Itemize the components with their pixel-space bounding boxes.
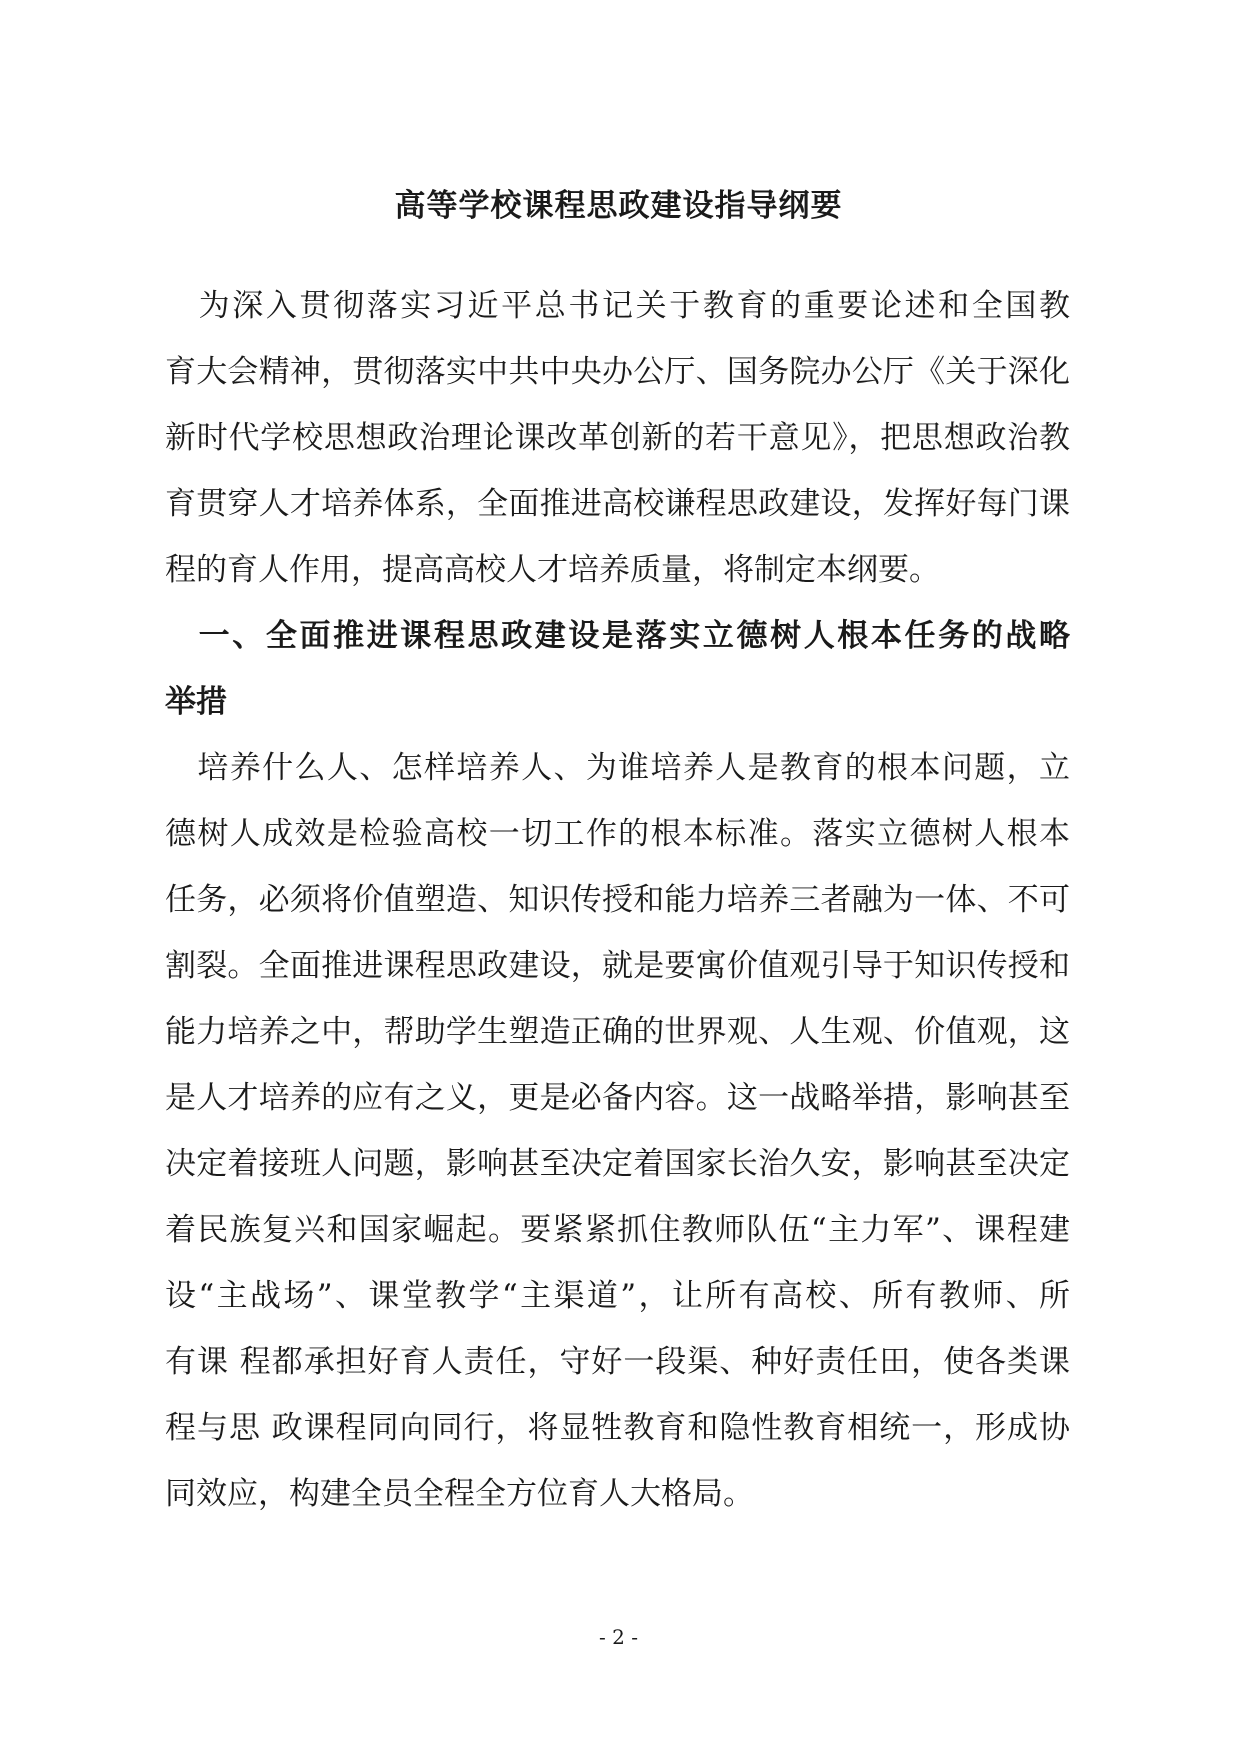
- paragraph-line: 设“主战场”、课堂教学“主渠道”，让所有高校、所有教师、所: [165, 1278, 1070, 1314]
- paragraph-line: 能力培养之中，帮助学生塑造正确的世界观、人生观、价值观，这: [165, 1014, 1070, 1050]
- document-body: [165, 273, 1070, 1527]
- paragraph-line: 育大会精神，贯彻落实中共中央办公厅、国务院办公厅《关于深化: [165, 354, 1070, 390]
- document-title: 高等学校课程思政建设指导纲要: [394, 188, 843, 224]
- paragraph-line: 程与思 政课程同向同行，将显牲教育和隐性教育相统一，形成协: [165, 1410, 1070, 1446]
- paragraph-line: 培养什么人、怎样培养人、为谁培养人是教育的根本问题，立: [165, 750, 1070, 786]
- paragraph-line: 为深入贯彻落实习近平总书记关于教育的重要论述和全国教: [165, 288, 1070, 324]
- paragraph-line: 有课 程都承担好育人责任，守好一段渠、种好责任田，使各类课: [165, 1344, 1070, 1380]
- section-heading-line: 一、全面推进课程思政建设是落实立德树人根本任务的战略: [165, 618, 1070, 654]
- paragraph-line: 决定着接班人问题，影响甚至决定着国家长治久安，影响甚至决定: [165, 1146, 1070, 1182]
- paragraph-line: 着民族复兴和国家崛起。要紧紧抓住教师队伍“主力军”、课程建: [165, 1212, 1070, 1248]
- paragraph-line: 德树人成效是检验高校一切工作的根本标准。落实立德树人根本: [165, 816, 1070, 852]
- paragraph-line: 是人才培养的应有之义，更是必备内容。这一战略举措，影响甚至: [165, 1080, 1070, 1116]
- paragraph-line: 新时代学校思想政治理论课改革创新的若干意见》，把思想政治教: [165, 420, 1070, 456]
- paragraph-line: 同效应，构建全员全程全方位育人大格局。: [165, 1476, 754, 1512]
- paragraph-line: 程的育人作用，提高高校人才培养质量，将制定本纲要。: [165, 552, 940, 588]
- section-heading-line: 举措: [165, 684, 227, 720]
- paragraph-line: 任务，必须将价值塑造、知识传授和能力培养三者融为一体、不可: [165, 882, 1070, 918]
- page-number: - 2 -: [599, 1625, 638, 1649]
- paragraph-line: 育贯穿人才培养体系，全面推进高校谦程思政建设，发挥好每门课: [165, 486, 1070, 522]
- paragraph-line: 割裂。全面推进课程思政建设，就是要寓价值观引导于知识传授和: [165, 948, 1070, 984]
